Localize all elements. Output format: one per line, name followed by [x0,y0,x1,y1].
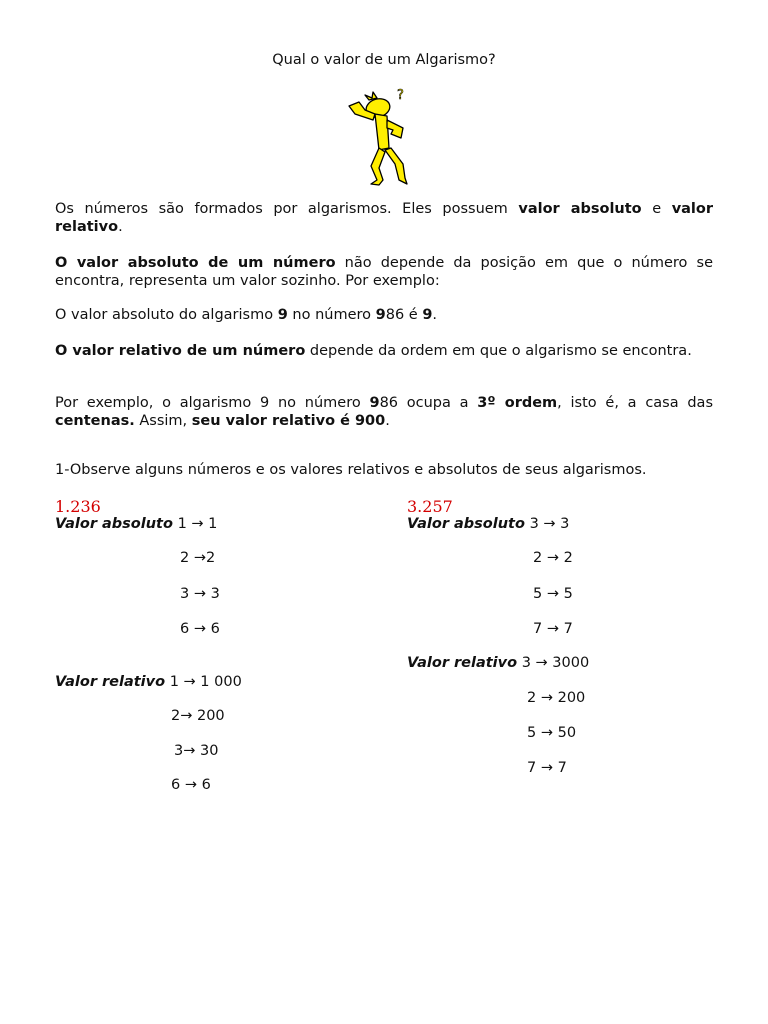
right-relative-row: 5 → 50 [527,725,577,741]
svg-text:?: ? [397,88,404,103]
paragraph-intro: Os números são formados por algarismos. Eles possuem valor absoluto e valor relativo. [55,201,714,235]
right-relative-line: Valor relativo 3 → 3000 [407,655,590,671]
paragraph-valor-relativo: O valor relativo de um número depende da ordem em que o algarismo se encontra. [55,343,692,359]
left-absolute-row: 2 →2 [180,550,216,566]
right-relative-row: 7 → 7 [527,760,567,776]
exercise-instruction: 1-Observe alguns números e os valores relativos e absolutos de seus algarismos. [55,462,647,478]
left-absolute-row: 6 → 6 [180,621,220,637]
right-number: 3.257 [407,497,453,516]
right-absolute-line: Valor absoluto 3 → 3 [407,516,570,532]
right-absolute-row: 2 → 2 [533,550,573,566]
right-absolute-row: 5 → 5 [533,586,573,602]
paragraph-exemplo-absoluto: O valor absoluto do algarismo 9 no número 986 é 9. [55,307,438,323]
right-relative-row: 2 → 200 [527,690,586,706]
left-absolute-row: 3 → 3 [180,586,220,602]
thinking-figure-icon [335,84,435,186]
page-title: Qual o valor de um Algarismo? [272,52,496,68]
paragraph-valor-absoluto: O valor absoluto de um número não depende da posição em que o número se encontra, representa um valor sozinho. Por exemplo: [55,255,713,289]
left-relative-row: 3→ 30 [174,743,219,759]
left-relative-line: Valor relativo 1 → 1 000 [55,674,242,690]
right-absolute-row: 7 → 7 [533,621,573,637]
left-number: 1.236 [55,497,101,516]
left-absolute-line: Valor absoluto 1 → 1 [55,516,218,532]
paragraph-exemplo-relativo: Por exemplo, o algarismo 9 no número 986 ocupa a 3º ordem, isto é, a casa das centenas. Assim, seu valor relativo é 900. [55,395,714,429]
left-relative-row: 6 → 6 [171,777,211,793]
left-relative-row: 2→ 200 [171,708,225,724]
